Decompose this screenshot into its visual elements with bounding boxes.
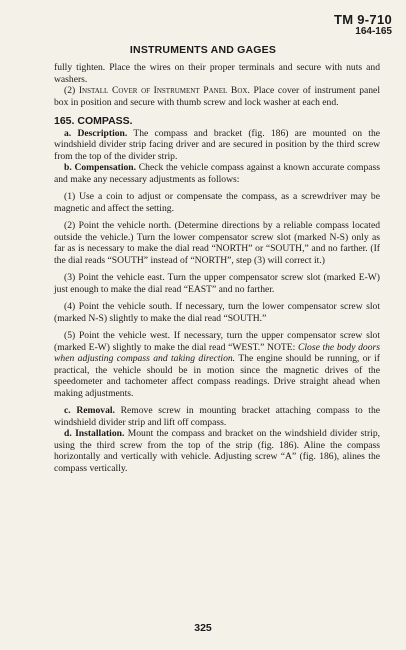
- step-b5-lead: (5) Point the vehicle west. If necessary, turn the upper compensator screw slot (marked E-W) slightly to make the dial read “WEST.” NOTE:: [54, 330, 380, 353]
- page-number: 325: [194, 622, 212, 634]
- para-c-text: Remove screw in mounting bracket attaching compass to the windshield divider strip and lift off compass.: [54, 405, 380, 428]
- tm-header: [334, 13, 392, 37]
- body-text: [54, 62, 380, 474]
- para-a-label: a.: [64, 127, 72, 139]
- section-number: 165.: [54, 115, 75, 127]
- step-2-install-cover: [54, 85, 380, 108]
- para-c-title: Removal.: [76, 405, 115, 416]
- step-b5: [54, 330, 380, 399]
- step-b5-tail: The engine should be running, or if practical, the vehicle should be in motion since the magnetic drives of the speedometer and tachometer affect compass readings. Drive straight ahead when making adjustments.: [54, 353, 380, 399]
- para-d-text: Mount the compass and bracket on the windshield divider strip, using the third screw from the top of the strip (fig. 186). Aline the compass horizontally and vertically with vehicle. Adjusting screw “A” (fig. 186), alines the compass vertically.: [54, 428, 381, 474]
- step-2-title: Install Cover of Instrument Panel Box.: [78, 85, 250, 96]
- para-b-title: Compensation.: [74, 162, 137, 173]
- section-title: COMPASS.: [77, 115, 133, 127]
- step-2-number: (2): [64, 85, 76, 96]
- para-a-title: Description.: [77, 127, 128, 139]
- running-head: INSTRUMENTS AND GAGES: [129, 44, 277, 56]
- step-2-text: Place cover of instrument panel box in position and secure with thumb screw and lock washer at each end.: [54, 85, 380, 108]
- step-b4: (4) Point the vehicle south. If necessary, turn the lower compensator screw slot (marked N-S) slightly to make the dial read “SOUTH.”: [54, 301, 380, 324]
- para-c-removal: [54, 405, 380, 428]
- step-b2: (2) Point the vehicle north. (Determine directions by a reliable compass located outside the vehicle.) Turn the lower compensator screw slot (marked N-S) only as far as is necessary to make the dial read “NORTH” or “SOUTH,” and no farther. (If the dial reads “SOUTH” instead of “NORTH”, step (3) will correct it.): [54, 220, 380, 266]
- para-b-compensation: [54, 162, 380, 185]
- para-d-label: d.: [64, 428, 72, 439]
- para-c-label: c.: [64, 405, 71, 416]
- step-b1: (1) Use a coin to adjust or compensate the compass, as a screwdriver may be magnetic and affect the setting.: [54, 191, 380, 214]
- step-b3: (3) Point the vehicle east. Turn the upper compensator screw slot (marked E-W) just enough to make the dial read “EAST” and no farther.: [54, 272, 380, 295]
- para-d-title: Installation.: [75, 428, 125, 439]
- para-a-text: The compass and bracket (fig. 186) are mounted on the windshield divider strip facing driver and are secured in position by the third screw from the top of the divider strip.: [54, 127, 380, 162]
- para-b-label: b.: [64, 162, 72, 173]
- continued-paragraph: fully tighten. Place the wires on their proper terminals and secure with nuts and washers.: [54, 62, 380, 85]
- paragraph-range: 164-165: [355, 25, 392, 37]
- section-heading: [54, 116, 380, 128]
- para-b-text: Check the vehicle compass against a known accurate compass and make any necessary adjustments as follows:: [54, 162, 380, 185]
- para-d-installation: [54, 428, 380, 474]
- para-a-description: [54, 128, 380, 163]
- tm-number: TM 9-710: [333, 12, 392, 27]
- step-b5-note: Close the body doors when adjusting compass and taking direction.: [54, 341, 380, 364]
